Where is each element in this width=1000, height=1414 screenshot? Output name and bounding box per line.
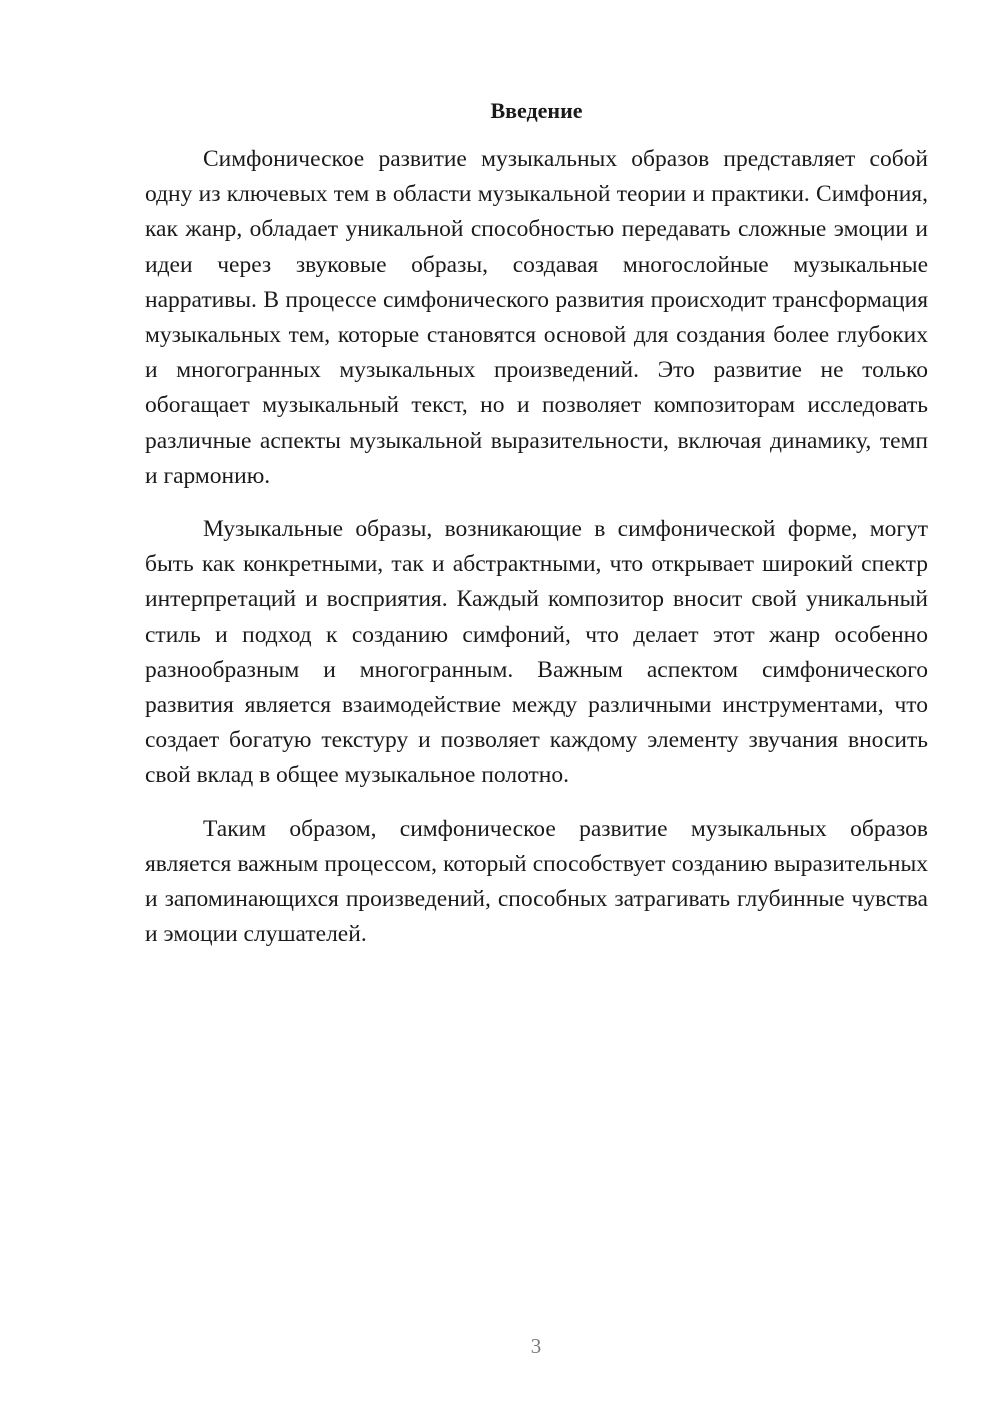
- paragraph-3: Таким образом, симфоническое развитие музыкальных образов является важным процессом, который способствует созданию выразительных и запоминающихся произведений, способных затрагивать глубинные чувства и эмоции слушателей.: [145, 815, 928, 948]
- paragraph-2: Музыкальные образы, возникающие в симфонической форме, могут быть как конкретными, так и абстрактными, что открывает широкий спектр интерпретаций и восприятия. Каждый композитор вносит свой уникальный стиль и подход к созданию симфоний, что делает этот жанр особенно разнообразным и многогранным. Важным аспектом симфонического развития является взаимодействие между различными инструментами, что создает богатую текстуру и позволяет каждому элементу звучания вносить свой вклад в общее музыкальное полотно.: [145, 516, 928, 789]
- paragraph-1: Симфоническое развитие музыкальных образов представляет собой одну из ключевых тем в области музыкальной теории и практики. Симфония, как жанр, обладает уникальной способностью передавать сложные эмоции и идеи через звуковые образы, создавая многослойные музыкальные нарративы. В процессе симфонического развития происходит трансформация музыкальных тем, которые становятся основой для создания более глубоких и многогранных музыкальных произведений. Это развитие не только обогащает музыкальный текст, но и позволяет композиторам исследовать различные аспекты музыкальной выразительности, включая динамику, темп и гармонию.: [145, 146, 928, 489]
- section-title: Введение: [490, 98, 583, 123]
- body-text: [145, 142, 928, 970]
- page-number: 3: [530, 1334, 542, 1358]
